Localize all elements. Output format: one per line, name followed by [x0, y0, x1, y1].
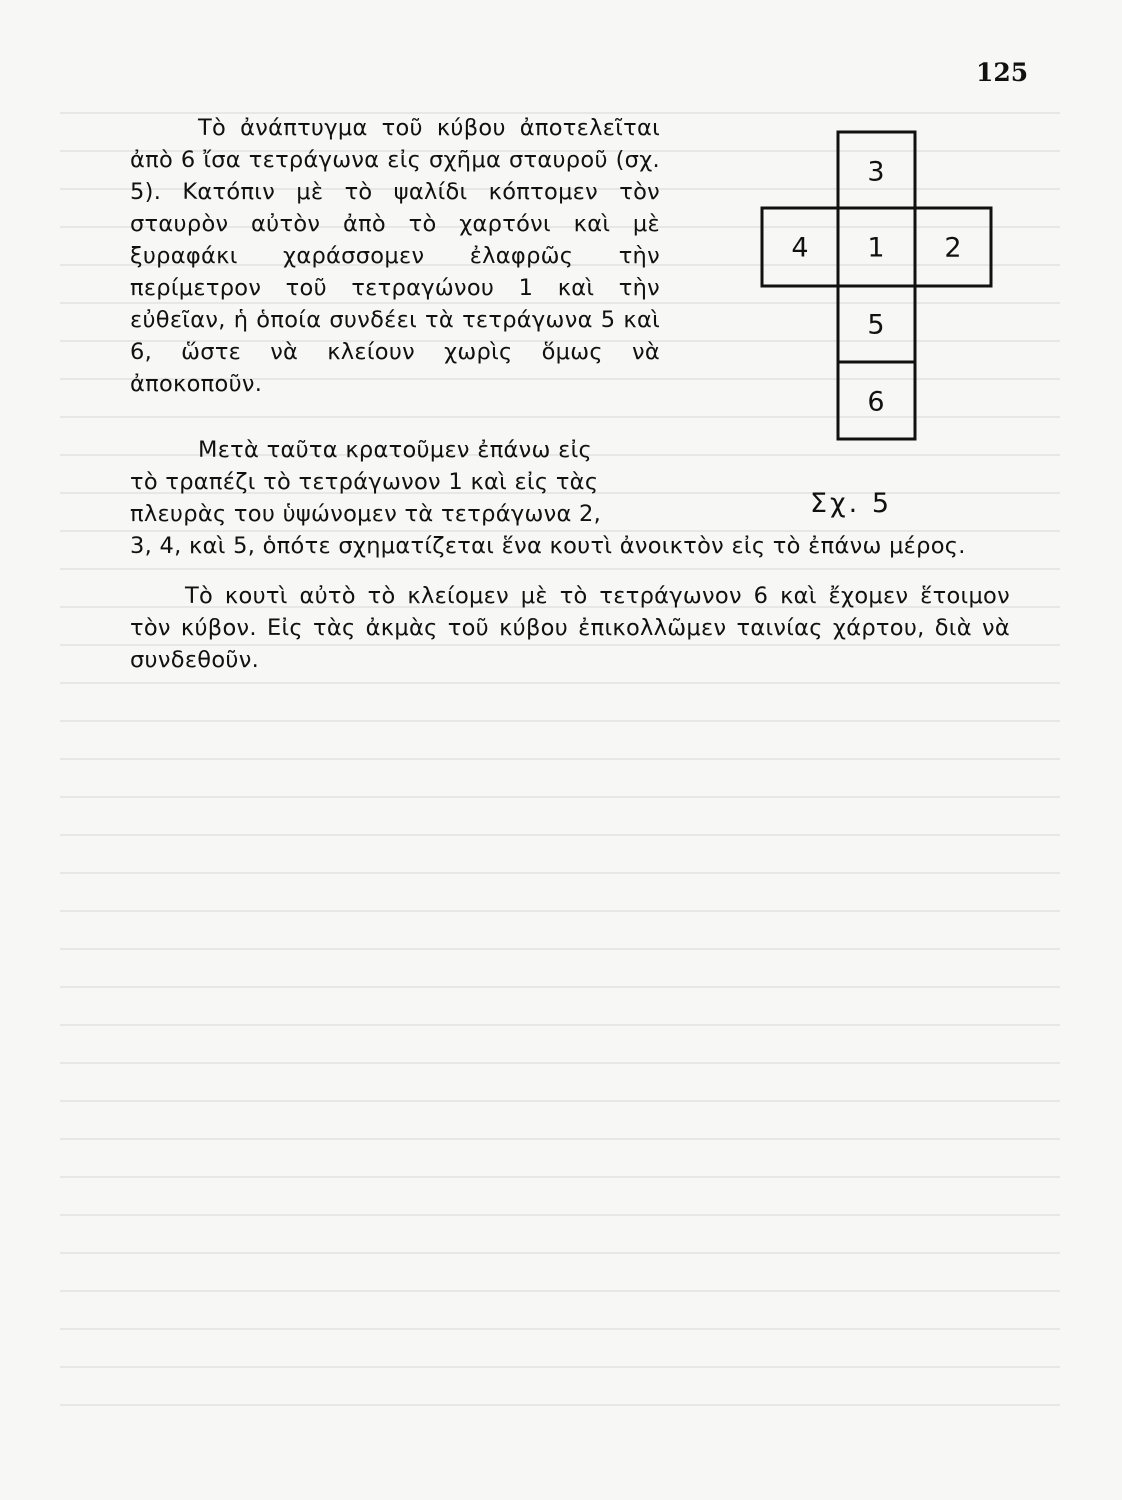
net-label-4: 4 [791, 232, 809, 264]
paragraph-line: πλευρὰς του ὑψώνομεν τὰ τετράγωνα 2, [130, 501, 602, 527]
figure-caption: Σχ. 5 [810, 488, 892, 519]
paragraph-cube-net: Τὸ ἀνάπτυγμα τοῦ κύβου ἀποτελεῖται ἀπὸ 6 ἴσα τετράγωνα εἰς σχῆμα σταυροῦ (σχ. 5). Κατόπιν μὲ τὸ ψαλίδι κόπτομεν τὸν σταυρὸν αὐτὸν ἀπὸ τὸ χαρτόνι καὶ μὲ ξυραφάκι χαράσσομεν ἐλαφρῶς τὴν περίμετρον τοῦ τετραγώνου 1 καὶ τὴν εὐθεῖαν, ἡ ὁποία συνδέει τὰ τετράγωνα 5 καὶ 6, ὥστε νὰ κλείουν χωρὶς ὅμως νὰ ἀποκοποῦν. [130, 115, 660, 397]
net-label-5: 5 [867, 309, 885, 341]
page-number: 125 [976, 58, 1029, 87]
net-label-1: 1 [867, 232, 885, 264]
paragraph-closing: Τὸ κουτὶ αὐτὸ τὸ κλείομεν μὲ τὸ τετράγωνον 6 καὶ ἔχομεν ἕτοιμον τὸν κύβον. Εἰς τὰς ἀκμὰς τοῦ κύβου ἐπικολλῶμεν ταινίας χάρτου, διὰ νὰ συνδεθοῦν. [130, 583, 1010, 673]
paragraph-line: Μετὰ ταῦτα κρατοῦμεν ἐπάνω εἰς [198, 437, 593, 463]
paragraph-line: τὸ τραπέζι τὸ τετράγωνον 1 καὶ εἰς τὰς [130, 469, 599, 495]
net-label-3: 3 [867, 156, 885, 188]
paragraph-line: 3, 4, καὶ 5, ὁπότε σχηματίζεται ἕνα κουτὶ ἀνοικτὸν εἰς τὸ ἐπάνω μέρος. [130, 533, 966, 559]
net-label-6: 6 [867, 386, 885, 418]
net-label-2: 2 [944, 232, 962, 264]
